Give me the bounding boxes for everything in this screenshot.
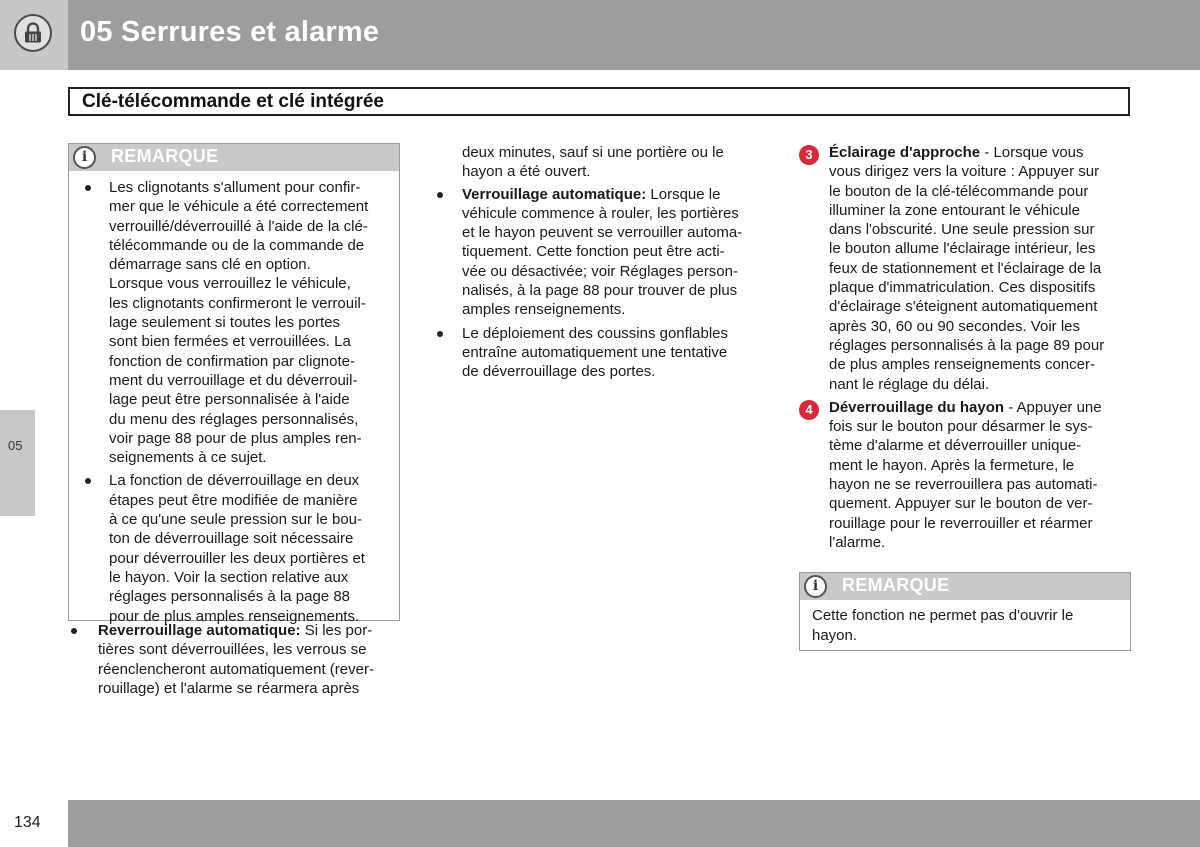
- bullet-text: Si les por- tières sont déverrouillées, les verrous se réenclencheront automatiquement (rever- rouillage) et l'alarme se réarmera après: [98, 622, 374, 697]
- section-header: [68, 87, 1130, 116]
- list-item: [434, 324, 769, 382]
- info-icon: i: [804, 575, 827, 598]
- column-2: [434, 143, 769, 386]
- column-3: [799, 143, 1131, 651]
- item-text: - Lorsque vous vous dirigez vers la voiture : Appuyer sur le bouton de la clé-télécommande pour illuminer la zone entourant le véhicule dans l'obscurité. Une seule pression sur le bouton allume l'éclairage intérieur, les feux de stationnement et l'éclairage de la plaque d'immatriculation. Ces dispositifs d'éclairage s'éteignent automatiquement après 30, 60 ou 90 secondes. Voir les réglages personnalisés à la page 89 pour de plus amples renseignements concer- nant le réglage du délai.: [829, 144, 1105, 393]
- bullet-text: Lorsque le véhicule commence à rouler, les portières et le hayon peuvent se verrouiller automa- tiquement. Cette fonction peut être acti- vée ou désactivée; voir Réglages person- nalisés, à la page 88 pour trouver de plus amples renseignements.: [462, 185, 743, 319]
- number-badge: 3: [799, 145, 819, 165]
- number-badge: 4: [799, 400, 819, 420]
- bullet-text: Le déploiement des coussins gonflables entraîne automatiquement une tentative de déverrouillage des portes.: [462, 324, 729, 381]
- side-tab-label: 05: [8, 438, 23, 453]
- numbered-item: [799, 398, 1131, 552]
- item-text: - Appuyer une fois sur le bouton pour désarmer le sys- tème d'alarme et déverrouiller unique- ment le hayon. Après la fermeture, le hayon ne se reverrouillera pas automati- quement. Appuyer sur le bouton de ver- rouillage pour le reverrouiller et réarmer l'alarme.: [829, 398, 1102, 551]
- bullet-label: Verrouillage automatique:: [462, 185, 647, 203]
- page-number: 134: [14, 814, 41, 831]
- header-icon-area: [0, 0, 68, 70]
- bullet-list: [434, 185, 769, 382]
- bullet-label: Reverrouillage automatique:: [98, 622, 301, 639]
- item-label: Déverrouillage du hayon: [829, 398, 1005, 416]
- note-title: REMARQUE: [111, 146, 219, 166]
- note-title: REMARQUE: [842, 575, 950, 596]
- note-box: [68, 143, 400, 625]
- note-header: [69, 144, 399, 171]
- info-icon: i: [73, 146, 96, 169]
- chapter-side-tab: [0, 410, 35, 516]
- column-1: [68, 143, 400, 702]
- chapter-title: 05 Serrures et alarme: [80, 16, 380, 48]
- item-label: Éclairage d'approche: [829, 144, 981, 161]
- note-text: Cette fonction ne permet pas d'ouvrir le hayon.: [812, 607, 1074, 644]
- lock-icon: [14, 14, 52, 52]
- footer-bar: [68, 800, 1200, 847]
- list-item: [434, 185, 769, 320]
- numbered-item: [799, 143, 1131, 394]
- note-list: [81, 178, 385, 626]
- list-item: [68, 621, 400, 698]
- note-header: [800, 573, 1130, 600]
- bullet-list: [68, 621, 400, 698]
- continuation-text: deux minutes, sauf si une portière ou le hayon a été ouvert.: [462, 144, 724, 181]
- list-item: La fonction de déverrouillage en deux étapes peut être modifiée de manière à ce qu'une seule pression sur le bou- ton de déverrouillage soit nécessaire pour déverrouiller les deux portières et le hayon. Voir la section relative aux réglages personnalisés à la page 88 pour de plus amples renseignements.: [81, 471, 385, 625]
- note-box: [799, 572, 1131, 651]
- section-title: Clé-télécommande et clé intégrée: [82, 91, 384, 112]
- list-item: Les clignotants s'allument pour confir- mer que le véhicule a été correctement verrouillé/déverrouillé à l'aide de la clé- télécommande ou de la commande de démarrage sans clé en option. Lorsque vous verrouillez le véhicule, les clignotants confirmeront le verrouil- lage seulement si toutes les portes sont bien fermées et verrouillées. La fonction de confirmation par clignote- ment du verrouillage et du déverrouil- lage peut être personnalisée à l'aide du menu des réglages personnalisés, voir page 88 pour de plus amples ren- seignements à ce sujet.: [81, 178, 385, 467]
